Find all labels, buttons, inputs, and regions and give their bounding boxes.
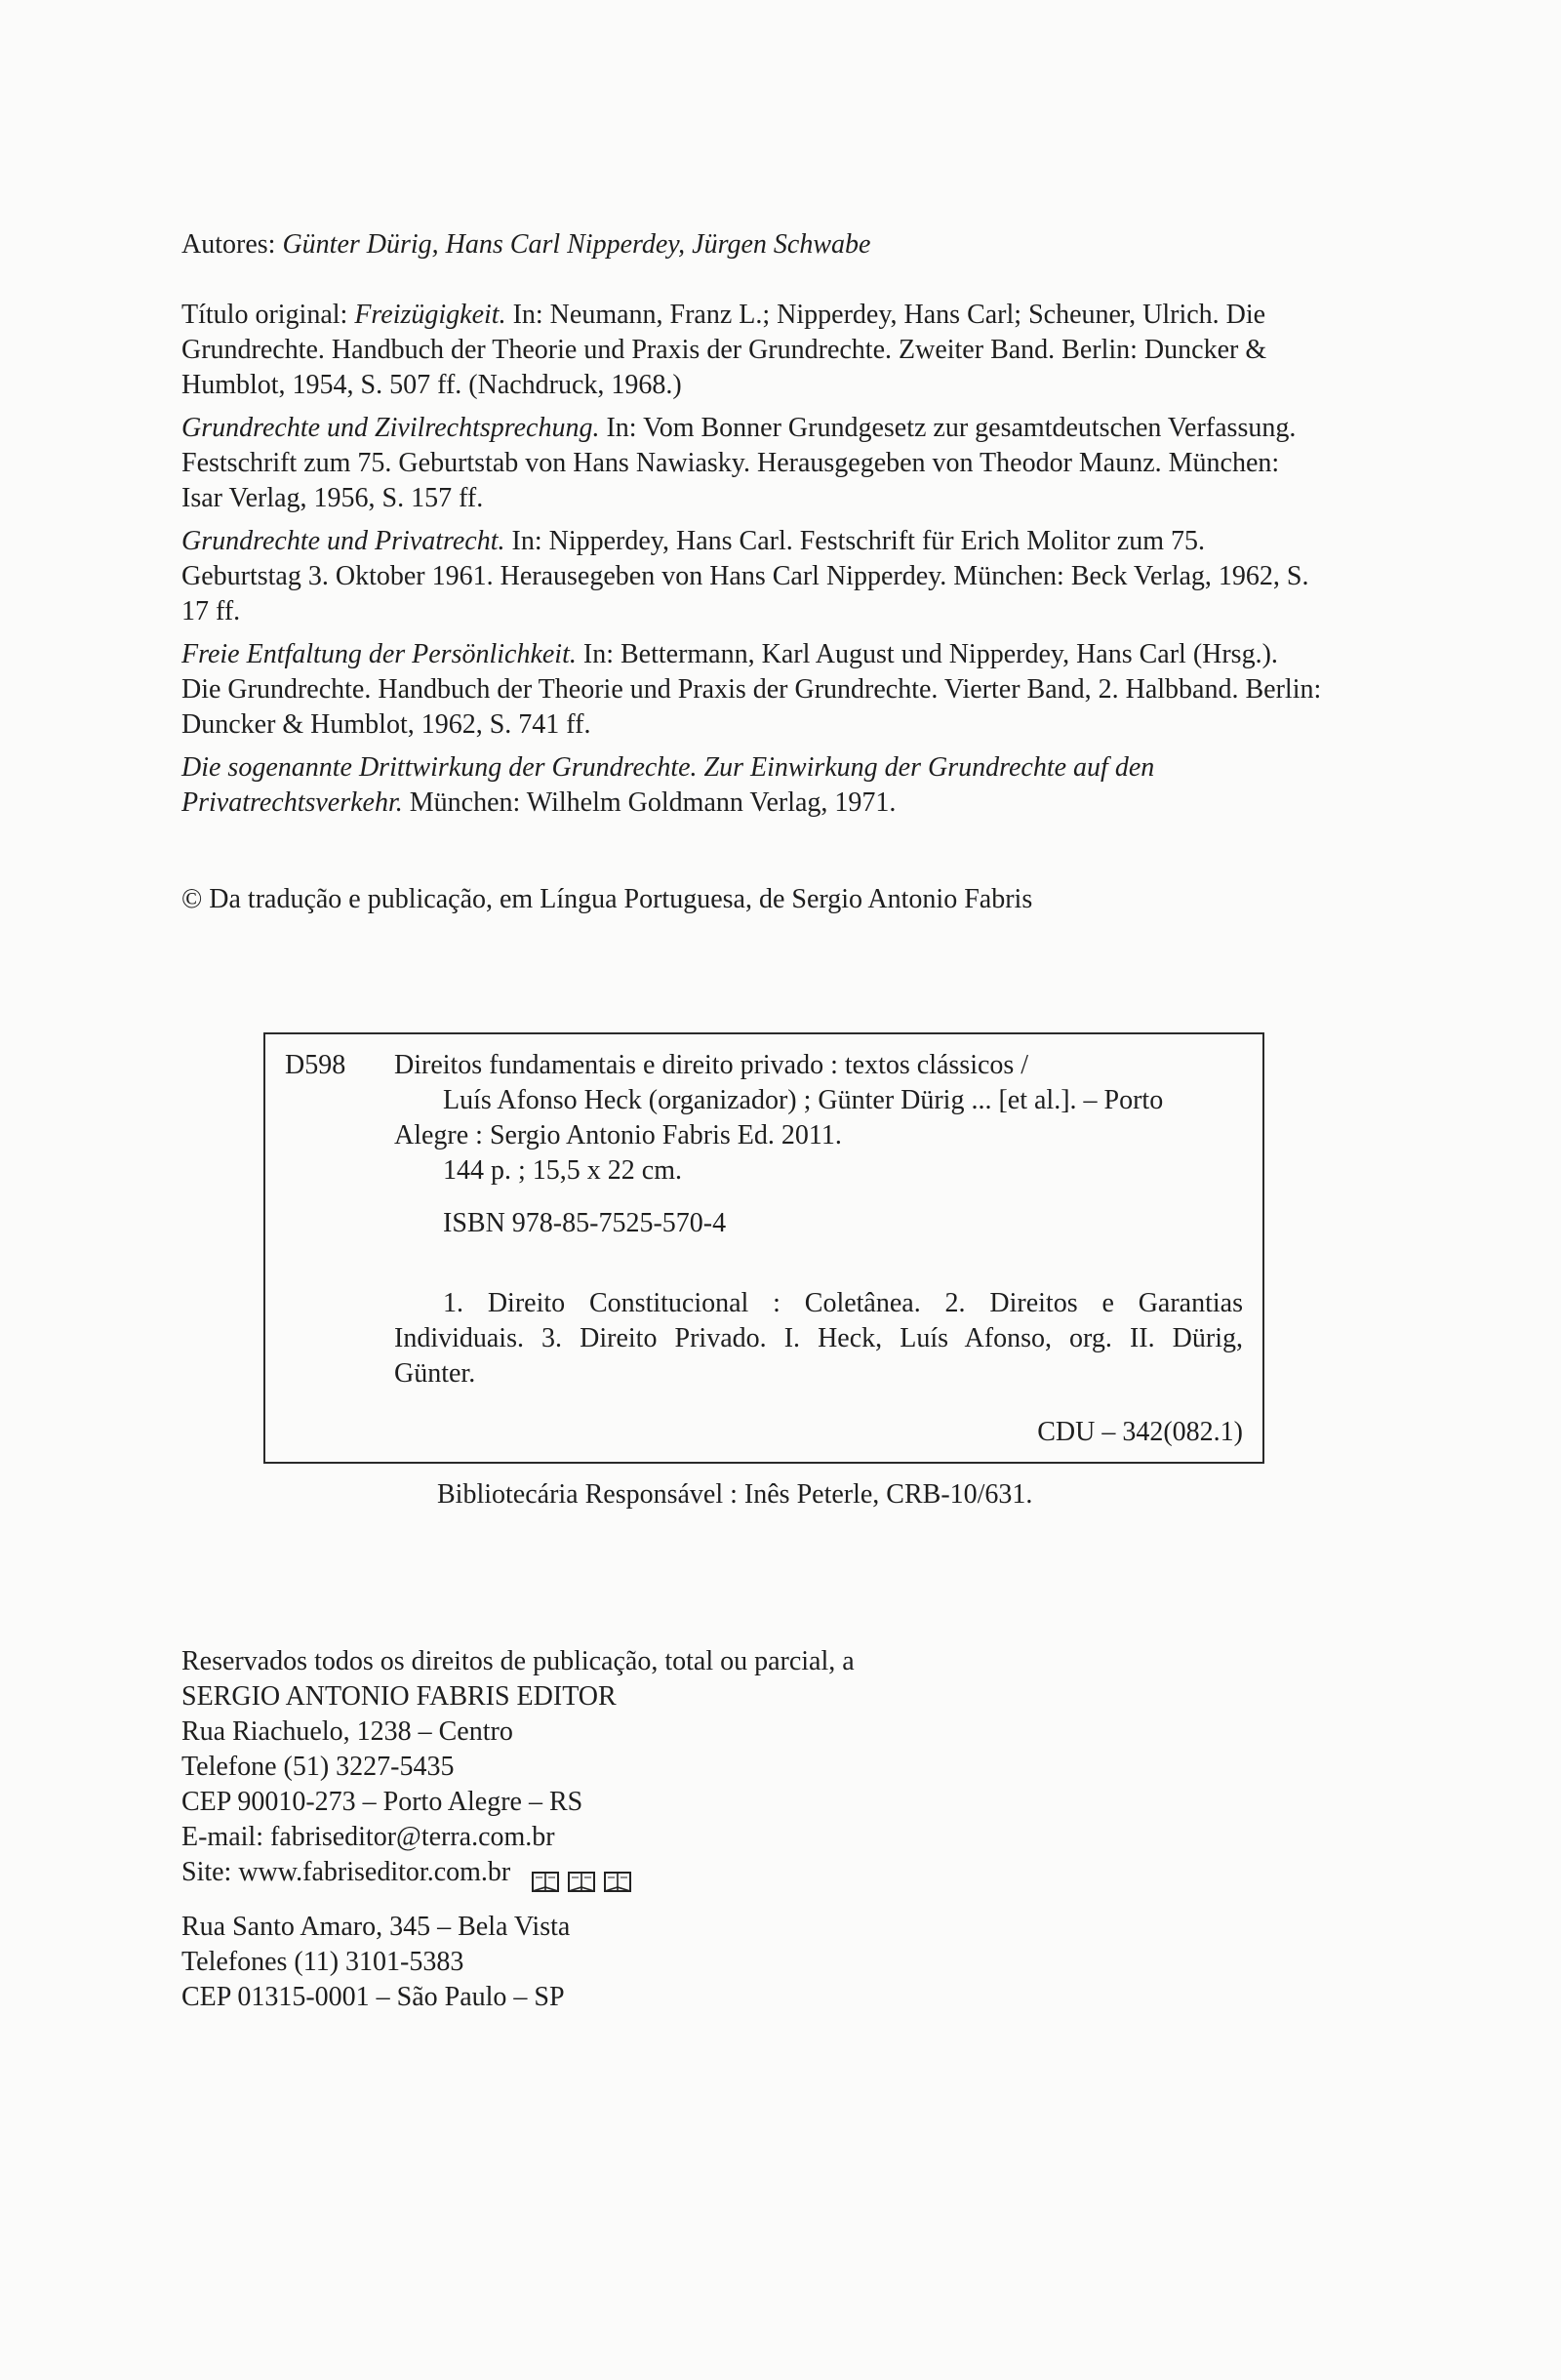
authors-names: Günter Dürig, Hans Carl Nipperdey, Jürgen Schwabe (282, 229, 871, 260)
original-title-entry: Grundrechte und Zivilrechtsprechung. In: Vom Bonner Grundgesetz zur gesamtdeutschen Verfassung. Festschrift zum 75. Geburtstab von Hans Nawiasky. Herausgegeben von Theodor Maunz. München: Isar Verlag, 1956, S. 157 ff. (181, 413, 1297, 513)
publisher-info (181, 1644, 855, 1890)
book-icon (531, 1871, 560, 1894)
book-icon (603, 1871, 632, 1894)
publisher-cep: CEP 90010-273 – Porto Alegre – RS (181, 1787, 583, 1817)
authors-line (181, 227, 870, 262)
authors-label: Autores: (181, 229, 283, 260)
catalog-isbn: ISBN 978-85-7525-570-4 (443, 1208, 727, 1238)
publisher-rights: Reservados todos os direitos de publicação, total ou parcial, a (181, 1646, 855, 1676)
librarian-line: Bibliotecária Responsável : Inês Peterle, CRB-10/631. (437, 1479, 1033, 1510)
book-icon (567, 1871, 596, 1894)
publisher-logo (531, 1871, 632, 1894)
catalog-subjects: 1. Direito Constitucional : Coletânea. 2. Direitos e Garantias Individuais. 3. Direito Privado. I. Heck, Luís Afonso, org. II. Dürig, Günter. (394, 1288, 1243, 1389)
publisher-name: SERGIO ANTONIO FABRIS EDITOR (181, 1681, 617, 1712)
original-title-entry: Freie Entfaltung der Persönlichkeit. In: Bettermann, Karl August und Nipperdey, Hans Carl (Hrsg.). Die Grundrechte. Handbuch der Theorie und Praxis der Grundrechte. Vierter Band, 2. Halbband. Berlin: Duncker & Humblot, 1962, S. 741 ff. (181, 639, 1322, 740)
publisher-site: Site: www.fabriseditor.com.br (181, 1857, 511, 1887)
catalog-description: Direitos fundamentais e direito privado : textos clássicos / Luís Afonso Heck (organizador) ; Günter Dürig ... [et al.]. – Porto Alegre : Sergio Antonio Fabris Ed. 2011. 144 p. ; 15,5 x 22 cm. (394, 1050, 1164, 1186)
branch-phones: Telefones (11) 3101-5383 (181, 1947, 464, 1977)
publisher-address: Rua Riachuelo, 1238 – Centro (181, 1716, 513, 1747)
publisher-email: E-mail: fabriseditor@terra.com.br (181, 1822, 555, 1852)
original-title-entry: Grundrechte und Privatrecht. In: Nipperdey, Hans Carl. Festschrift für Erich Molitor zum 75. Geburtstag 3. Oktober 1961. Herausegeben von Hans Carl Nipperdey. München: Beck Verlag, 1962, S. 17 ff. (181, 526, 1309, 626)
branch-info (181, 1910, 570, 2015)
branch-cep: CEP 01315-0001 – São Paulo – SP (181, 1982, 565, 2012)
catalog-code: D598 (285, 1050, 346, 1080)
catalog-card (263, 1032, 1264, 1464)
original-titles (181, 298, 1323, 828)
copyright-line: © Da tradução e publicação, em Língua Portuguesa, de Sergio Antonio Fabris (181, 884, 1033, 914)
branch-address: Rua Santo Amaro, 345 – Bela Vista (181, 1912, 571, 1942)
original-title-entry: Die sogenannte Drittwirkung der Grundrechte. Zur Einwirkung der Grundrechte auf den Privatrechtsverkehr. München: Wilhelm Goldmann Verlag, 1971. (181, 752, 1155, 818)
original-title-entry: Título original: Freizügigkeit. In: Neumann, Franz L.; Nipperdey, Hans Carl; Scheuner, Ulrich. Die Grundrechte. Handbuch der Theorie und Praxis der Grundrechte. Zweiter Band. Berlin: Duncker & Humblot, 1954, S. 507 ff. (Nachdruck, 1968.) (181, 300, 1267, 400)
catalog-cdu: CDU – 342(082.1) (1037, 1417, 1243, 1447)
publisher-phone: Telefone (51) 3227-5435 (181, 1752, 455, 1782)
